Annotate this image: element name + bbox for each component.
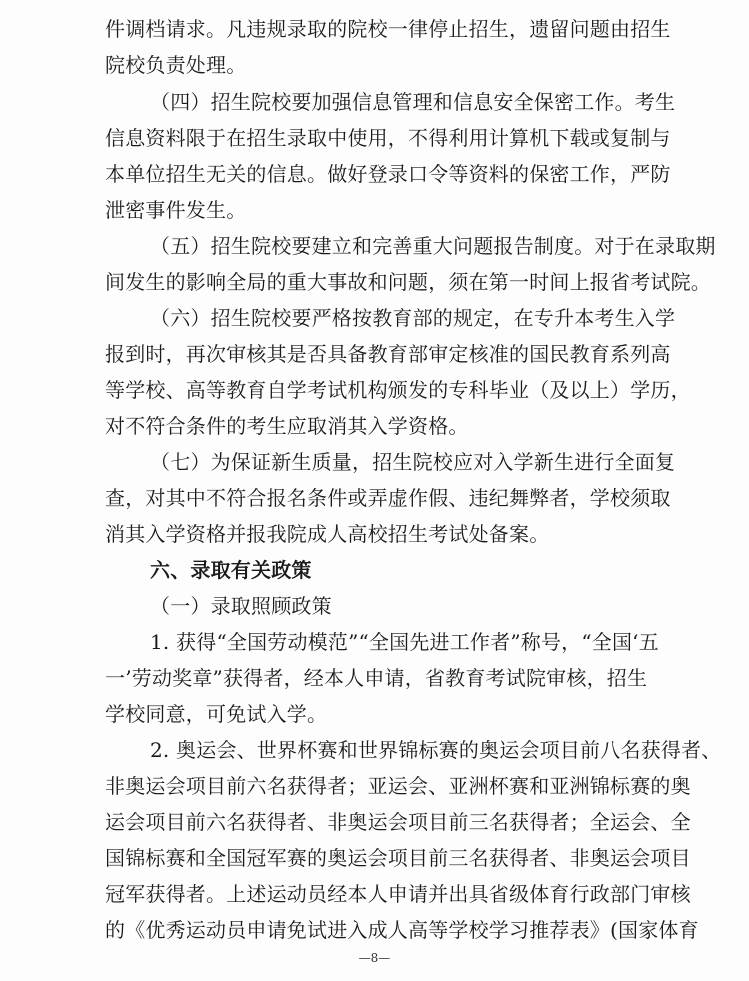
- text-line: 查，对其中不符合报名条件或弄虚作假、违纪舞弊者，学校须取: [105, 486, 671, 510]
- text-line: 泄密事件发生。: [105, 198, 247, 222]
- text-line: 1. 获得“全国劳动模范”“全国先进工作者”称号，“全国‘五: [150, 630, 659, 654]
- text-line: 院校负责处理。: [105, 53, 247, 77]
- subsection-heading: （一）录取照顾政策: [150, 594, 332, 618]
- text-line: 2. 奥运会、世界杯赛和世界锦标赛的奥运会项目前八名获得者、: [150, 738, 722, 762]
- text-line: 信息资料限于在招生录取中使用，不得利用计算机下载或复制与: [105, 126, 671, 150]
- text-line: 非奥运会项目前六名获得者；亚运会、亚洲杯赛和亚洲锦标赛的奥: [105, 774, 691, 798]
- text-line: 报到时，再次审核其是否具备教育部审定核准的国民教育系列高: [105, 342, 671, 366]
- text-line: （四）招生院校要加强信息管理和信息安全保密工作。考生: [150, 90, 676, 114]
- text-line: 的《优秀运动员申请免试进入成人高等学校学习推荐表》(国家体育: [105, 918, 699, 942]
- text-line: 运会项目前六名获得者、非奥运会项目前三名获得者；全运会、全: [105, 810, 691, 834]
- text-line: 一’劳动奖章”获得者，经本人申请，省教育考试院审核，招生: [105, 666, 648, 690]
- page-number: —8—: [358, 951, 391, 965]
- text-line: 对不符合条件的考生应取消其入学资格。: [105, 414, 469, 438]
- text-line: 间发生的影响全局的重大事故和问题，须在第一时间上报省考试院。: [105, 270, 711, 294]
- text-line: 本单位招生无关的信息。做好登录口令等资料的保密工作，严防: [105, 162, 671, 186]
- text-line: 国锦标赛和全国冠军赛的奥运会项目前三名获得者、非奥运会项目: [105, 846, 691, 870]
- text-line: 学校同意，可免试入学。: [105, 702, 328, 726]
- text-line: 消其入学资格并报我院成人高校招生考试处备案。: [105, 522, 550, 546]
- text-line: （七）为保证新生质量，招生院校应对入学新生进行全面复: [150, 450, 676, 474]
- text-line: 件调档请求。凡违规录取的院校一律停止招生，遗留问题由招生: [105, 17, 671, 41]
- text-line: （五）招生院校要建立和完善重大问题报告制度。对于在录取期: [150, 234, 716, 258]
- text-line: 等学校、高等教育自学考试机构颁发的专科毕业（及以上）学历，: [105, 378, 691, 402]
- section-heading: 六、录取有关政策: [150, 558, 312, 582]
- text-line: 冠军获得者。上述运动员经本人申请并出具省级体育行政部门审核: [105, 882, 691, 906]
- text-line: （六）招生院校要严格按教育部的规定，在专升本考生入学: [150, 306, 676, 330]
